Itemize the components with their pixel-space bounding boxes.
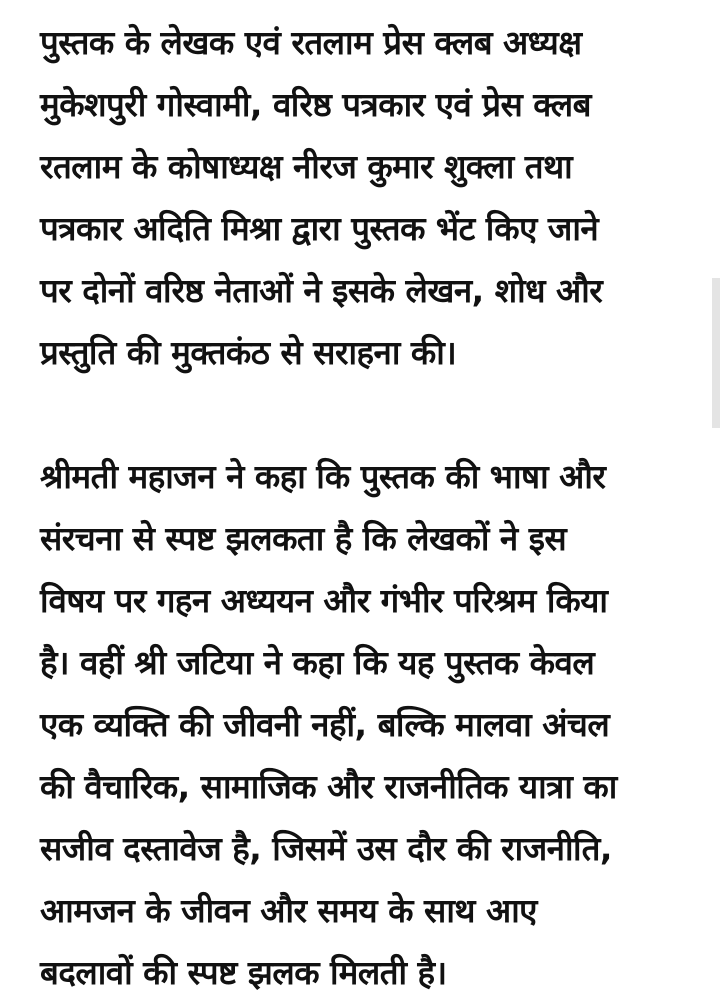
text-line: पर दोनों वरिष्ठ नेताओं ने इसके लेखन, शोध और	[40, 271, 603, 310]
text-line: संरचना से स्पष्ट झलकता है कि लेखकों ने इस	[40, 519, 567, 558]
text-line: श्रीमती महाजन ने कहा कि पुस्तक की भाषा और	[40, 457, 606, 496]
text-line: विषय पर गहन अध्ययन और गंभीर परिश्रम किया	[40, 581, 608, 620]
paragraph-2	[40, 446, 700, 1004]
text-line: है। वहीं श्री जटिया ने कहा कि यह पुस्तक केवल	[40, 643, 595, 682]
paragraph-gap	[40, 384, 700, 446]
text-line: बदलावों की स्पष्ट झलक मिलती है।	[40, 953, 447, 992]
paragraph-1	[40, 12, 700, 384]
text-line: सजीव दस्तावेज है, जिसमें उस दौर की राजनीति,	[40, 829, 612, 868]
text-line: पुस्तक के लेखक एवं रतलाम प्रेस क्लब अध्यक्ष	[40, 23, 582, 62]
text-line: मुकेशपुरी गोस्वामी, वरिष्ठ पत्रकार एवं प्रेस क्लब	[40, 85, 591, 124]
article-body	[40, 12, 700, 1004]
text-line: प्रस्तुति की मुक्तकंठ से सराहना की।	[40, 333, 457, 372]
scrollbar-thumb[interactable]	[712, 278, 720, 428]
text-line: पत्रकार अदिति मिश्रा द्वारा पुस्तक भेंट किए जाने	[40, 209, 599, 248]
text-line: की वैचारिक, सामाजिक और राजनीतिक यात्रा का	[40, 767, 617, 806]
text-line: रतलाम के कोषाध्यक्ष नीरज कुमार शुक्ला तथा	[40, 147, 573, 186]
text-line: एक व्यक्ति की जीवनी नहीं, बल्कि मालवा अंचल	[40, 705, 610, 744]
text-line: आमजन के जीवन और समय के साथ आए	[40, 891, 537, 930]
